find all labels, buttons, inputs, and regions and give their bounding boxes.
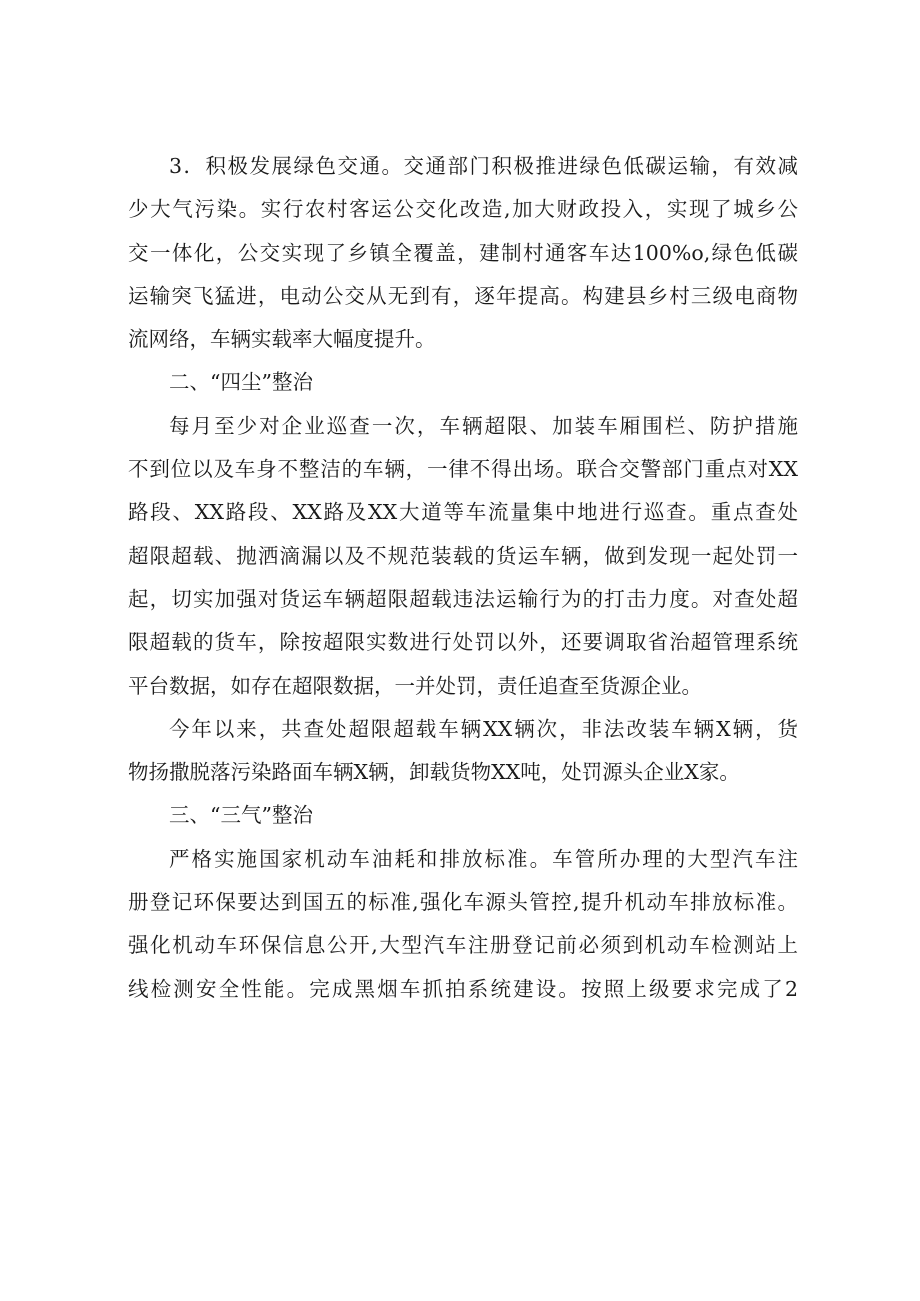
text-line: 强化机动车环保信息公开,大型汽车注册登记前必须到机动车检测站上	[128, 933, 798, 958]
text-line: 路段、XX路段、XX路及XX大道等车流量集中地进行巡查。重点查处	[128, 500, 798, 525]
text-line: 严格实施国家机动车油耗和排放标准。车管所办理的大型汽车注	[169, 846, 798, 871]
text-line: 3．积极发展绿色交通。交通部门积极推进绿色低碳运输，有效减	[169, 154, 798, 178]
text-line: 交一体化，公交实现了乡镇全覆盖，建制村通客车达100%o,绿色低碳	[128, 240, 798, 265]
text-line: 流网络，车辆实载率大幅度提升。	[128, 327, 436, 352]
paragraph-green-transport	[128, 145, 798, 361]
text-line: 起，切实加强对货运车辆超限超载违法运输行为的打击力度。对查处超	[128, 586, 798, 611]
paragraph-emission-standards	[128, 838, 798, 1011]
text-line: 少大气污染。实行农村客运公交化改造,加大财政投入，实现了城乡公	[128, 197, 798, 222]
text-line: 超限超载、抛洒滴漏以及不规范装载的货运车辆，做到发现一起处罚一	[128, 543, 798, 568]
text-line: 平台数据，如存在超限数据，一并处罚，责任追查至货源企业。	[128, 673, 702, 698]
section-heading-four-dust: 二、“四尘”整治	[169, 370, 313, 395]
paragraph-statistics	[128, 708, 798, 795]
text-line: 线检测安全性能。完成黑烟车抓拍系统建设。按照上级要求完成了2	[128, 976, 798, 1001]
paragraph-inspections	[128, 405, 798, 708]
text-line: 不到位以及车身不整洁的车辆，一律不得出场。联合交警部门重点对XX	[128, 457, 798, 482]
text-line: 册登记环保要达到国五的标准,强化车源头管控,提升机动车排放标准。	[128, 890, 798, 915]
text-line: 物扬撒脱落污染路面车辆X辆，卸载货物XX吨，处罚源头企业X家。	[128, 760, 740, 785]
text-line: 限超载的货车，除按超限实数进行处罚以外，还要调取省治超管理系统	[128, 630, 798, 655]
text-line: 运输突飞猛进，电动公交从无到有，逐年提高。构建县乡村三级电商物	[128, 283, 798, 308]
text-line: 每月至少对企业巡查一次，车辆超限、加装车厢围栏、防护措施	[169, 413, 798, 438]
section-heading-three-gas: 三、“三气”整治	[169, 803, 313, 828]
document-body	[128, 145, 798, 1011]
text-line: 今年以来，共查处超限超载车辆XX辆次，非法改装车辆X辆，货	[169, 716, 798, 741]
